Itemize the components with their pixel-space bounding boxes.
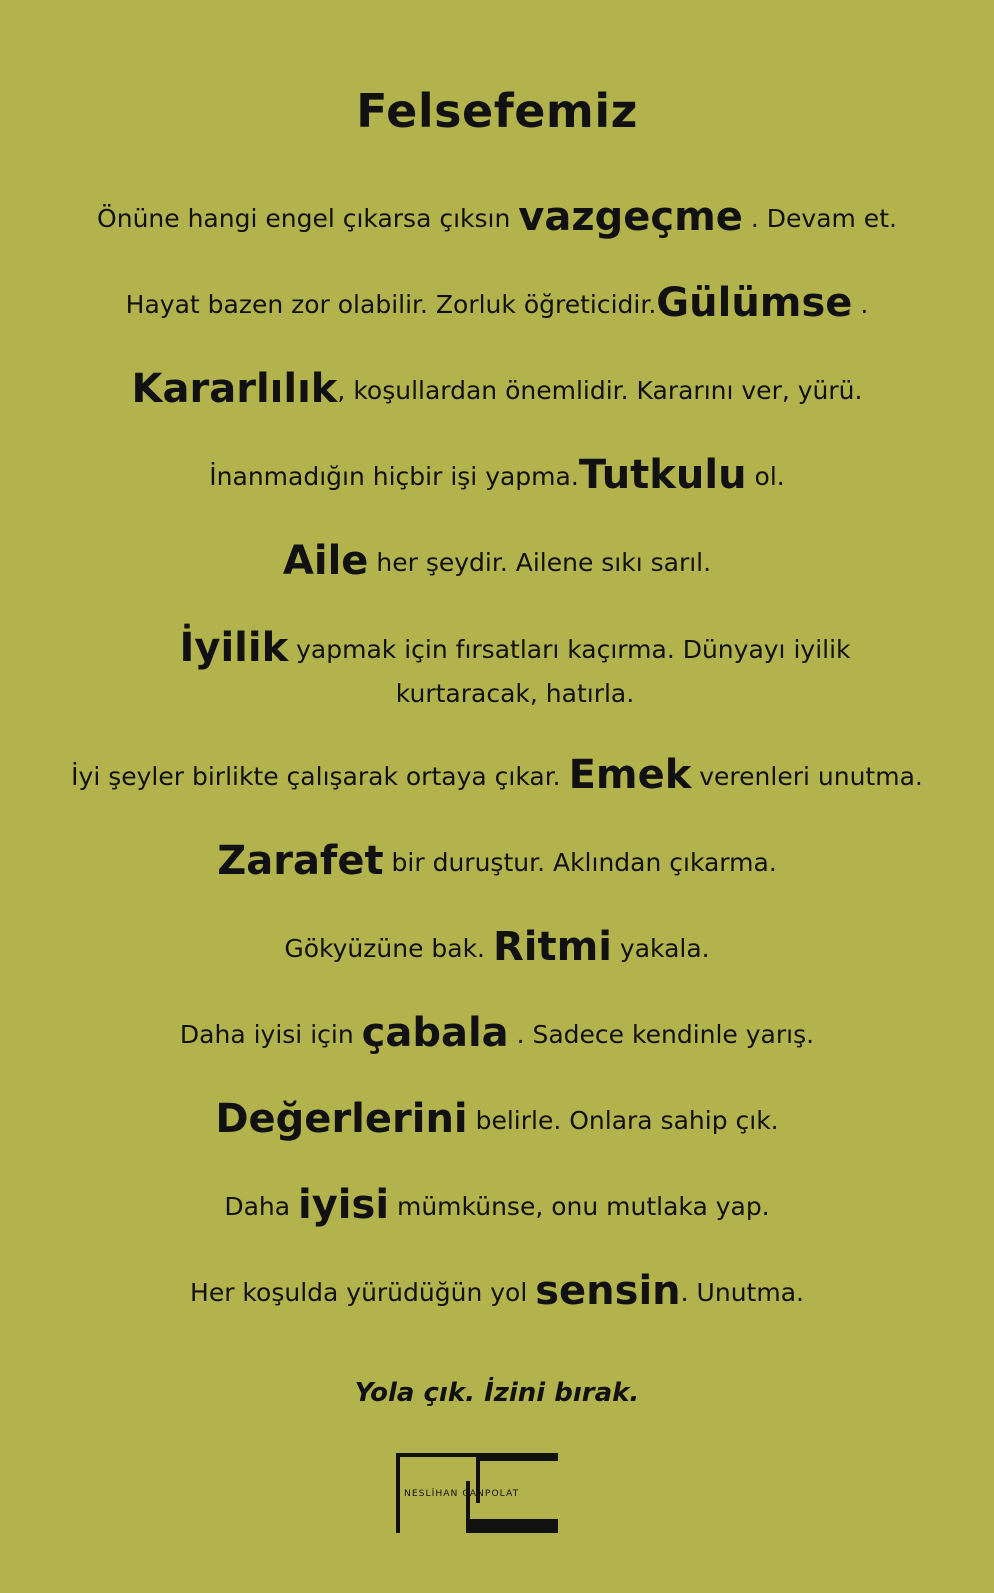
line-text: Her koşulda yürüdüğün yol bbox=[190, 1278, 536, 1307]
keyword: Gülümse bbox=[656, 280, 853, 326]
line-text: İnanmadığın hiçbir işi yapma. bbox=[209, 462, 579, 491]
line-text: Daha bbox=[224, 1192, 299, 1221]
keyword: Kararlılık bbox=[131, 366, 338, 412]
keyword: Aile bbox=[282, 538, 369, 584]
logo-text: NESLİHAN CANPOLAT bbox=[404, 1488, 520, 1499]
keyword: Değerlerini bbox=[215, 1096, 468, 1142]
philosophy-line bbox=[0, 1012, 994, 1056]
line-text: Hayat bazen zor olabilir. Zorluk öğreticidir. bbox=[125, 290, 657, 319]
philosophy-line bbox=[0, 840, 994, 884]
page-title: Felsefemiz bbox=[356, 84, 638, 138]
line-text: . Unutma. bbox=[680, 1278, 804, 1307]
line-text: bir duruştur. Aklından çıkarma. bbox=[383, 848, 777, 877]
line-text: belirle. Onlara sahip çık. bbox=[467, 1106, 779, 1135]
line-text: yapmak için fırsatları kaçırma. Dünyayı iyilik kurtaracak, hatırla. bbox=[288, 635, 851, 708]
keyword: Tutkulu bbox=[578, 452, 747, 498]
closing-tagline: Yola çık. İzini bırak. bbox=[354, 1378, 640, 1408]
philosophy-line bbox=[0, 926, 994, 970]
philosophy-line bbox=[0, 454, 994, 498]
line-text: yakala. bbox=[611, 934, 710, 963]
line-text: İyi şeyler birlikte çalışarak ortaya çıkar. bbox=[71, 762, 569, 791]
keyword: çabala bbox=[361, 1010, 509, 1056]
line-text: . Sadece kendinle yarış. bbox=[508, 1020, 815, 1049]
keyword: Emek bbox=[568, 752, 692, 798]
brand-logo bbox=[396, 1453, 558, 1533]
keyword: Ritmi bbox=[492, 924, 612, 970]
keyword: vazgeçme bbox=[518, 194, 743, 240]
line-text: mümkünse, onu mutlaka yap. bbox=[389, 1192, 770, 1221]
keyword: İyilik bbox=[179, 625, 289, 671]
philosophy-line bbox=[0, 1270, 994, 1314]
line-text: her şeydir. Ailene sıkı sarıl. bbox=[368, 548, 712, 577]
philosophy-line bbox=[0, 196, 994, 240]
line-text: Daha iyisi için bbox=[179, 1020, 362, 1049]
line-text: Önüne hangi engel çıkarsa çıksın bbox=[97, 204, 519, 233]
keyword: Zarafet bbox=[217, 838, 384, 884]
keyword: iyisi bbox=[298, 1182, 390, 1228]
philosophy-line bbox=[0, 1184, 994, 1228]
philosophy-line bbox=[0, 540, 994, 584]
keyword: sensin bbox=[535, 1268, 681, 1314]
line-text: verenleri unutma. bbox=[691, 762, 923, 791]
philosophy-line bbox=[0, 282, 994, 326]
philosophy-line bbox=[105, 626, 925, 716]
philosophy-line bbox=[0, 754, 994, 798]
line-text: . bbox=[852, 290, 869, 319]
line-text: Gökyüzüne bak. bbox=[284, 934, 493, 963]
philosophy-line bbox=[0, 368, 994, 412]
line-text: . Devam et. bbox=[742, 204, 897, 233]
line-text: ol. bbox=[746, 462, 785, 491]
philosophy-line bbox=[0, 1098, 994, 1142]
line-text: , koşullardan önemlidir. Kararını ver, yürü. bbox=[337, 376, 863, 405]
